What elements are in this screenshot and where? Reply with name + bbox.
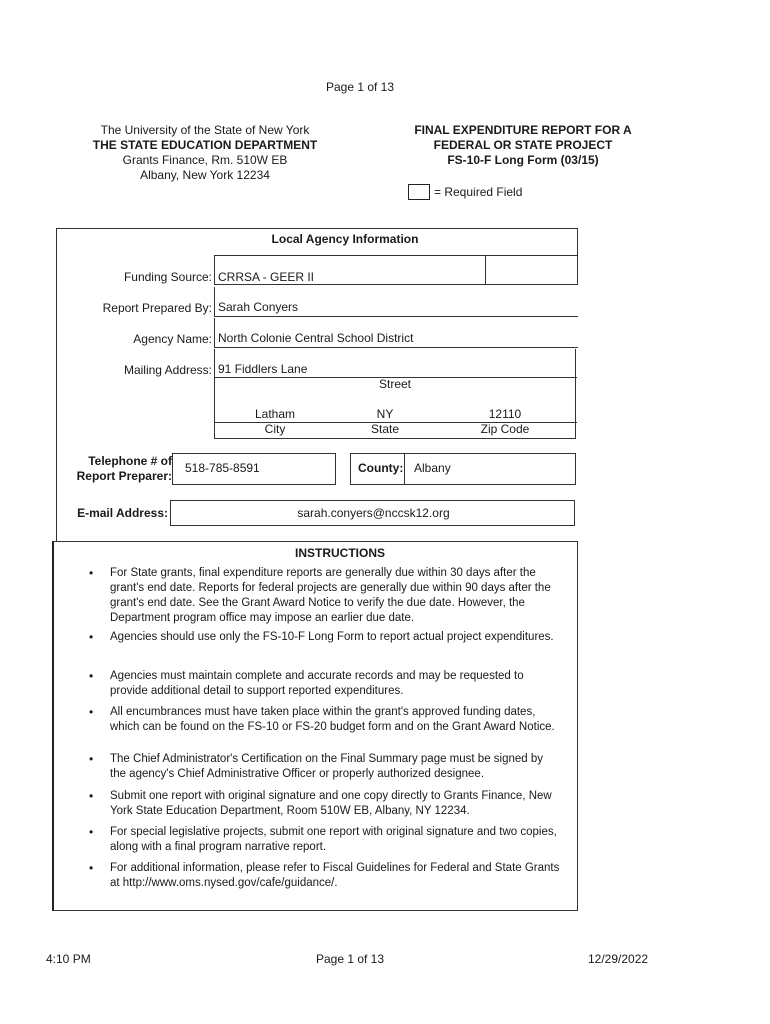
instruction-item: • Submit one report with original signature and one copy directly to Grants Finance, New York State Education Department, Room 510W EB, Albany, NY 12234. [80,789,560,819]
agency-address-block [70,123,340,183]
county-field[interactable] [350,453,576,485]
funding-source-value: CRRSA - GEER II [218,270,315,284]
prepared-by-field[interactable] [214,287,578,317]
agency-university: The University of the State of New York [100,123,310,137]
agency-name-value: North Colonie Central School District [218,331,414,345]
instructions-heading: INSTRUCTIONS [295,546,385,560]
state-caption: State [370,422,400,436]
instruction-item: • Agencies must maintain complete and accurate records and may be requested to provide additional detail to support reported expenditures. [80,669,560,699]
prepared-by-label: Report Prepared By: [102,301,212,315]
instruction-item: • For additional information, please refer to Fiscal Guidelines for Federal and State Grants at http://www.oms.nysed.gov/cafe/guidance/. [80,861,560,891]
county-label: County: [358,461,404,475]
instruction-item: • All encumbrances must have taken place within the grant's approved funding dates, which can be found on the FS-10 or FS-20 budget form and on the Grant Award Notice. [80,705,560,735]
mailing-address-value: 91 Fiddlers Lane [218,362,308,376]
instruction-item: • For State grants, final expenditure reports are generally due within 30 days after the grant's end date. Reports for federal projects are generally due within 90 days after the grant's end date. See the Grant Award Notice to verify the due date. However, the Department program office may impose an earlier due date. [80,566,560,626]
agency-name-field[interactable] [214,318,578,348]
agency-name-label: Agency Name: [133,332,212,346]
telephone-label [76,454,172,484]
email-value: sarah.conyers@nccsk12.org [297,506,450,520]
city-caption: City [264,422,286,436]
footer-page-number: Page 1 of 13 [315,952,385,966]
footer-time: 4:10 PM [46,952,91,966]
page-number-header: Page 1 of 13 [325,80,395,94]
telephone-value: 518-785-8591 [185,461,260,475]
zip-value: 12110 [488,407,522,421]
required-field-legend: = Required Field [434,185,523,199]
email-label: E-mail Address: [77,506,168,520]
report-title-block [388,123,658,168]
funding-source-field[interactable] [214,255,578,285]
prepared-by-value: Sarah Conyers [218,300,299,314]
telephone-label-line1: Telephone # of [88,454,172,468]
city-value: Latham [254,407,296,421]
report-title-line2: FEDERAL OR STATE PROJECT [433,138,613,152]
telephone-field[interactable] [172,453,336,485]
zip-caption: Zip Code [480,422,530,436]
agency-department: THE STATE EDUCATION DEPARTMENT [92,138,318,152]
local-agency-heading: Local Agency Information [271,232,419,246]
mailing-address-label: Mailing Address: [123,363,212,377]
required-field-swatch [408,184,430,200]
instruction-item: • The Chief Administrator's Certification on the Final Summary page must be signed by the agency's Chief Administrative Officer or properly authorized designee. [80,752,560,782]
instruction-item: • For special legislative projects, submit one report with original signature and two copies, along with a final program narrative report. [80,825,560,855]
telephone-label-line2: Report Preparer: [76,469,172,483]
street-caption: Street [378,377,411,391]
mailing-address-field[interactable] [214,349,576,439]
agency-city: Albany, New York 12234 [140,168,270,182]
state-value: NY [376,407,394,421]
county-value: Albany [414,461,451,475]
funding-source-label: Funding Source: [123,270,212,284]
instruction-item: • Agencies should use only the FS-10-F Long Form to report actual project expenditures. [80,630,560,645]
email-field[interactable] [170,500,575,526]
footer-date: 12/29/2022 [588,952,649,966]
agency-office: Grants Finance, Rm. 510W EB [122,153,288,167]
report-title-line1: FINAL EXPENDITURE REPORT FOR A [414,123,632,137]
report-form-id: FS-10-F Long Form (03/15) [447,153,599,167]
